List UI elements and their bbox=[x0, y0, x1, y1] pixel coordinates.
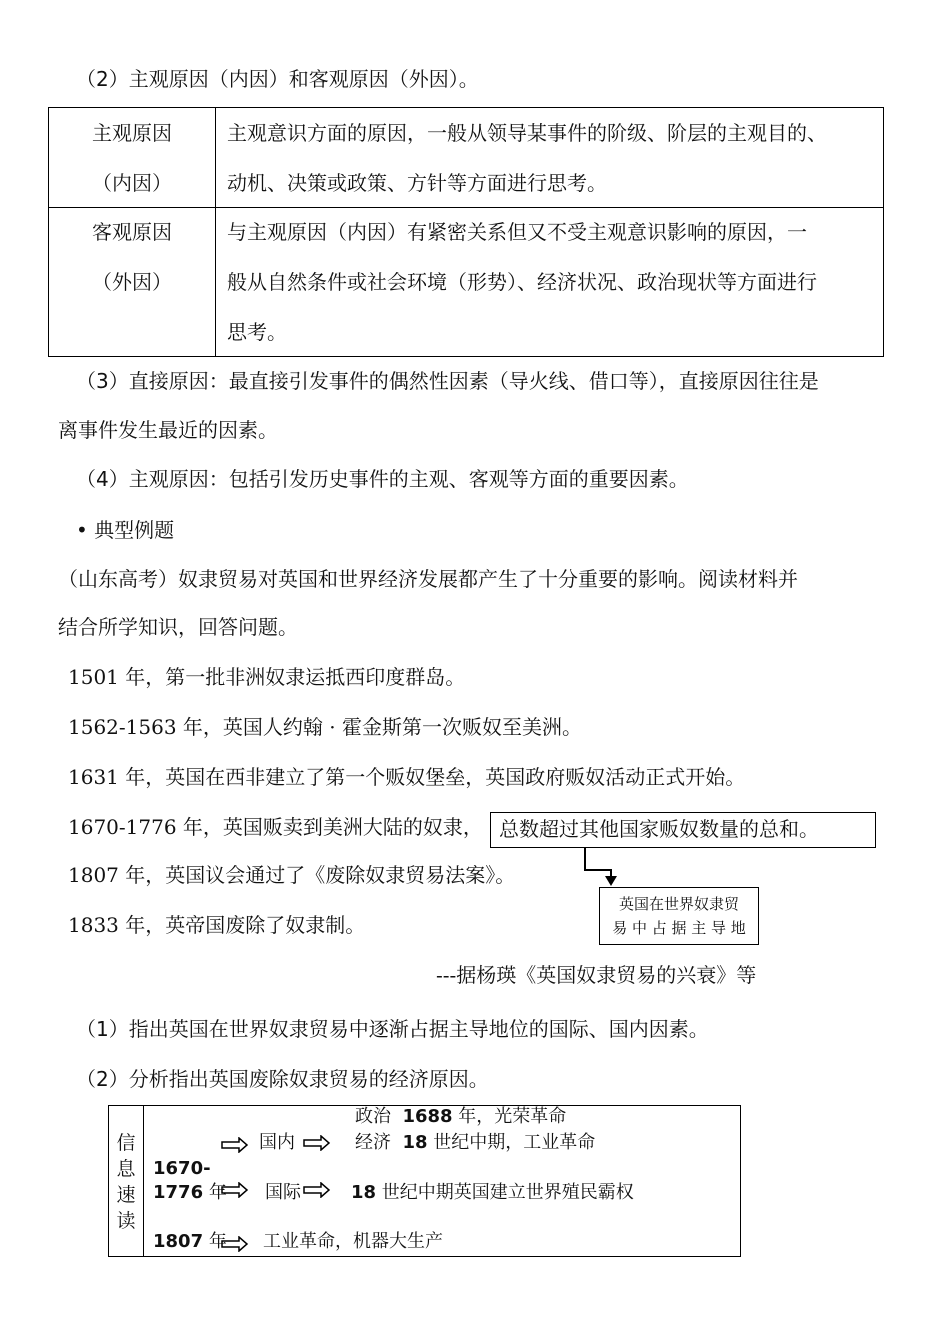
question-intro-line2: 结合所学知识，回答问题。 bbox=[58, 615, 298, 639]
down-arrow-icon bbox=[580, 848, 630, 888]
right-arrow-icon bbox=[303, 1135, 331, 1151]
table-row-subjective-name: 主观原因 （内因） bbox=[92, 121, 172, 195]
question-2: （2）分析指出英国废除奴隶贸易的经济原因。 bbox=[76, 1067, 489, 1091]
item3-line1: （3）直接原因：最直接引发事件的偶然性因素（导火线、借口等），直接原因往往是 bbox=[76, 369, 819, 393]
economy-row: 经济 18 世纪中期，工业革命 bbox=[355, 1132, 596, 1153]
source-citation: ---据杨瑛《英国奴隶贸易的兴衰》等 bbox=[436, 963, 757, 987]
table-row-objective-desc: 与主观原因（内因）有紧密关系但又不受主观意识影响的原因，一 般从自然条件或社会环境（形势）、经济状况、政治现状等方面进行 思考。 bbox=[227, 220, 817, 344]
side-label: 信 息 速 读 bbox=[116, 1132, 136, 1232]
right-arrow-icon bbox=[221, 1137, 249, 1153]
period2-label: 1807 年 bbox=[153, 1231, 227, 1252]
material-line: 1501 年，第一批非洲奴隶运抵西印度群岛。 bbox=[68, 665, 466, 689]
question-1: （1）指出英国在世界奴隶贸易中逐渐占据主导地位的国际、国内因素。 bbox=[76, 1017, 709, 1041]
international-label: 国际 bbox=[265, 1182, 301, 1203]
material-line: 1562-1563 年，英国人约翰 · 霍金斯第一次贩奴至美洲。 bbox=[68, 715, 582, 739]
international-row: 18 世纪中期英国建立世界殖民霸权 bbox=[351, 1182, 634, 1203]
question-intro-line1: （山东高考）奴隶贸易对英国和世界经济发展都产生了十分重要的影响。阅读材料并 bbox=[58, 567, 798, 591]
right-arrow-icon bbox=[303, 1182, 331, 1198]
politics-row: 政治 1688 年，光荣革命 bbox=[355, 1106, 567, 1127]
period2-text: 工业革命，机器大生产 bbox=[263, 1231, 443, 1252]
material-line: 1670-1776 年，英国贩卖到美洲大陆的奴隶， bbox=[68, 815, 483, 839]
cause-table bbox=[48, 107, 884, 357]
material-line: 1833 年，英帝国废除了奴隶制。 bbox=[68, 913, 366, 937]
table-row-objective-name: 客观原因 （外因） bbox=[92, 220, 172, 294]
material-line: 1631 年，英国在西非建立了第一个贩奴堡垒，英国政府贩奴活动正式开始。 bbox=[68, 765, 746, 789]
domestic-label: 国内 bbox=[259, 1132, 295, 1153]
right-arrow-icon bbox=[221, 1182, 249, 1198]
item4: （4）主观原因：包括引发历史事件的主观、客观等方面的重要因素。 bbox=[76, 467, 689, 491]
right-arrow-icon bbox=[221, 1236, 249, 1252]
table-divider bbox=[143, 1106, 144, 1256]
table-divider bbox=[215, 108, 216, 356]
period1-line1: 1670- bbox=[153, 1158, 211, 1179]
table-row-subjective-desc: 主观意识方面的原因，一般从领导某事件的阶级、阶层的主观目的、 动机、决策或政策、方针等方面进行思考。 bbox=[227, 121, 827, 195]
item3-line2: 离事件发生最近的因素。 bbox=[58, 418, 278, 442]
material-line: 1807 年，英国议会通过了《废除奴隶贸易法案》。 bbox=[68, 863, 516, 887]
example-heading: • 典型例题 bbox=[76, 518, 175, 542]
period1-line2: 1776 年 bbox=[153, 1182, 227, 1203]
note-box: 英国在世界奴隶贸 易 中 占 据 主 导 地 bbox=[599, 887, 759, 945]
item2-heading: （2）主观原因（内因）和客观原因（外因）。 bbox=[76, 67, 479, 91]
annotation-box: 总数超过其他国家贩奴数量的总和。 bbox=[490, 812, 876, 848]
info-quick-read-table bbox=[108, 1105, 741, 1257]
